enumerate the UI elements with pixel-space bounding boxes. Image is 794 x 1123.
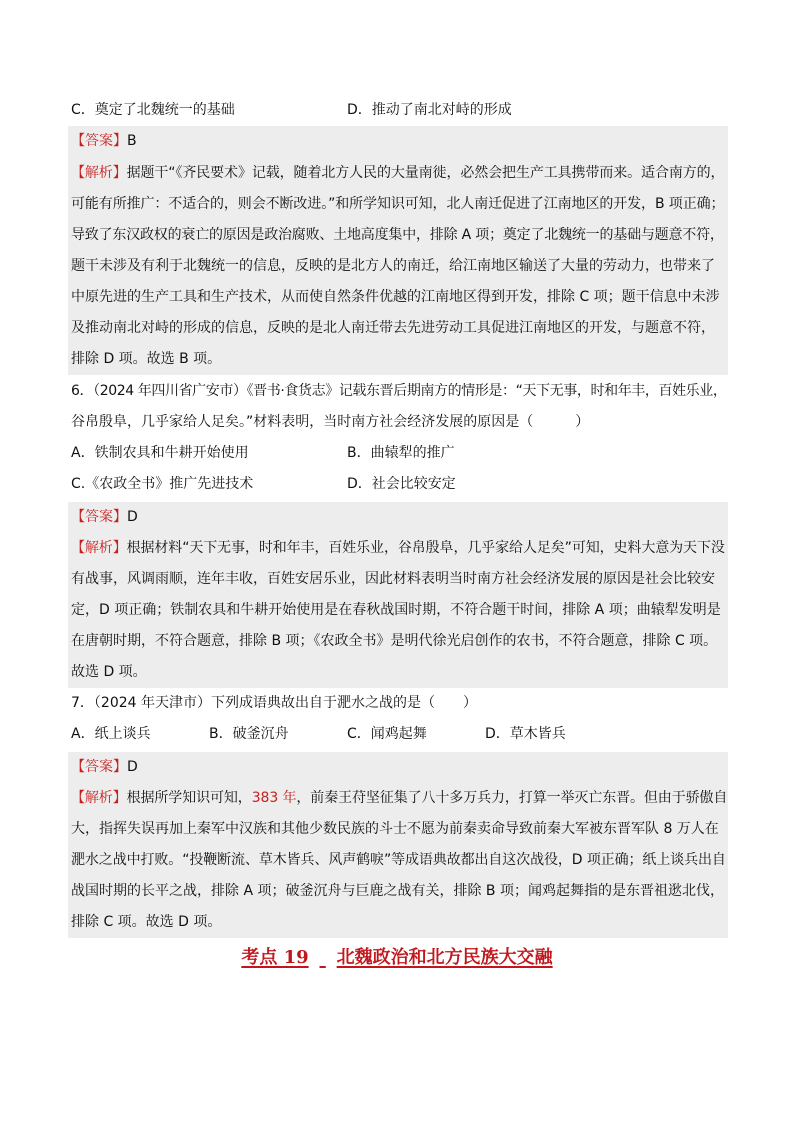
q7-options <box>71 721 727 747</box>
q5-analysis-line-4: 题干未涉及有利于北魏统一的信息，反映的是北方人的南迁，给江南地区输送了大量的劳动力，也带来了 <box>71 258 715 274</box>
q5-analysis-line-5: 中原先进的生产工具和生产技术，从而使自然条件优越的江南地区得到开发，排除 C 项；题干信息中未涉 <box>71 289 720 305</box>
q6-analysis-line-5: 故选 D 项。 <box>71 664 147 680</box>
q7-answer: 【答案】D <box>71 759 138 775</box>
q5-answer: 【答案】B <box>71 133 137 149</box>
q7-option-b: B．破釜沉舟 <box>209 726 289 742</box>
q6-option-d: D．社会比较安定 <box>347 476 456 492</box>
q7-stem: 7．（2024 年天津市）下列成语典故出自于淝水之战的是（ ） <box>71 695 477 711</box>
q6-option-a: A．铁制农具和牛耕开始使用 <box>71 445 249 461</box>
q7-analysis-line-5: 排除 C 项。故选 D 项。 <box>71 914 222 930</box>
q6-options-ab <box>71 440 727 466</box>
q7-option-d: D．草木皆兵 <box>485 726 566 742</box>
q6-option-b: B．曲辕犁的推广 <box>347 445 455 461</box>
q5-analysis-line-7: 排除 D 项。故选 B 项。 <box>71 351 222 367</box>
q5-analysis-line-1: 【解析】据题干“《齐民要术》记载，随着北方人民的大量南徙，必然会把生产工具携带而来。适合南方的， <box>71 165 725 181</box>
q7-analysis-line-4: 战国时期的长平之战，排除 A 项；破釜沉舟与巨鹿之战有关，排除 B 项；闻鸡起舞指的是东晋祖逖北伐， <box>71 883 724 899</box>
q5-analysis-line-6: 及推动南北对峙的形成的信息，反映的是北人南迁带去先进劳动工具促进江南地区的开发，与题意不符， <box>71 320 715 336</box>
section-label: 考点 19 <box>241 947 309 968</box>
q7-analysis-line-2: 大，指挥失误再加上秦军中汉族和其他少数民族的斗士不愿为前秦卖命导致前秦大军被东晋军队 8 万人在 <box>71 821 719 837</box>
q7-option-a: A．纸上谈兵 <box>71 726 151 742</box>
q5-analysis-line-2: 可能有所推广：不适合的，则会不断改进。”和所学知识可知，北人南迁促进了江南地区的开发，B 项正确； <box>71 196 725 212</box>
q6-answer: 【答案】D <box>71 509 138 525</box>
section-heading <box>0 944 794 972</box>
q7-option-c: C．闻鸡起舞 <box>347 726 427 742</box>
q6-stem-line-1: 6．（2024 年四川省广安市）《晋书·食货志》记载东晋后期南方的情形是：“天下无事，时和年丰，百姓乐业， <box>71 383 727 399</box>
q5-options-cd <box>71 97 727 123</box>
q5-analysis-line-3: 导致了东汉政权的衰亡的原因是政治腐败、土地高度集中，排除 A 项；奠定了北魏统一的基础与题意不符， <box>71 227 724 243</box>
section-title: 北魏政治和北方民族大交融 <box>336 947 553 968</box>
q7-year-highlight: 383 年 <box>251 790 297 806</box>
q5-option-c: C．奠定了北魏统一的基础 <box>71 102 235 118</box>
q6-stem-line-2: 谷帛殷阜，几乎家给人足矣。”材料表明，当时南方社会经济发展的原因是（ ） <box>71 414 590 430</box>
q6-analysis-line-2: 有战事，风调雨顺，连年丰收，百姓安居乐业，因此材料表明当时南方社会经济发展的原因是社会比较安 <box>71 571 715 587</box>
q6-analysis-line-1: 【解析】根据材料“天下无事，时和年丰，百姓乐业，谷帛殷阜，几乎家给人足矣”可知，史料大意为天下没 <box>71 540 725 556</box>
q7-analysis-line-1: 【解析】根据所学知识可知，383 年，前秦王苻坚征集了八十多万兵力，打算一举灭亡东晋。但由于骄傲自 <box>71 790 727 806</box>
q5-option-d: D．推动了南北对峙的形成 <box>347 102 512 118</box>
q6-option-c: C.《农政全书》推广先进技术 <box>71 476 254 492</box>
q6-options-cd <box>71 471 727 497</box>
q6-analysis-line-4: 在唐朝时期，不符合题意，排除 B 项；《农政全书》是明代徐光启创作的农书，不符合题意，排除 C 项。 <box>71 633 718 649</box>
q6-analysis-line-3: 定，D 项正确；铁制农具和牛耕开始使用是在春秋战国时期，不符合题干时间，排除 A 项；曲辕犁发明是 <box>71 602 721 618</box>
q7-analysis-line-3: 淝水之战中打败。“投鞭断流、草木皆兵、风声鹤唳”等成语典故都出自这次战役，D 项正确；纸上谈兵出自 <box>71 852 726 868</box>
